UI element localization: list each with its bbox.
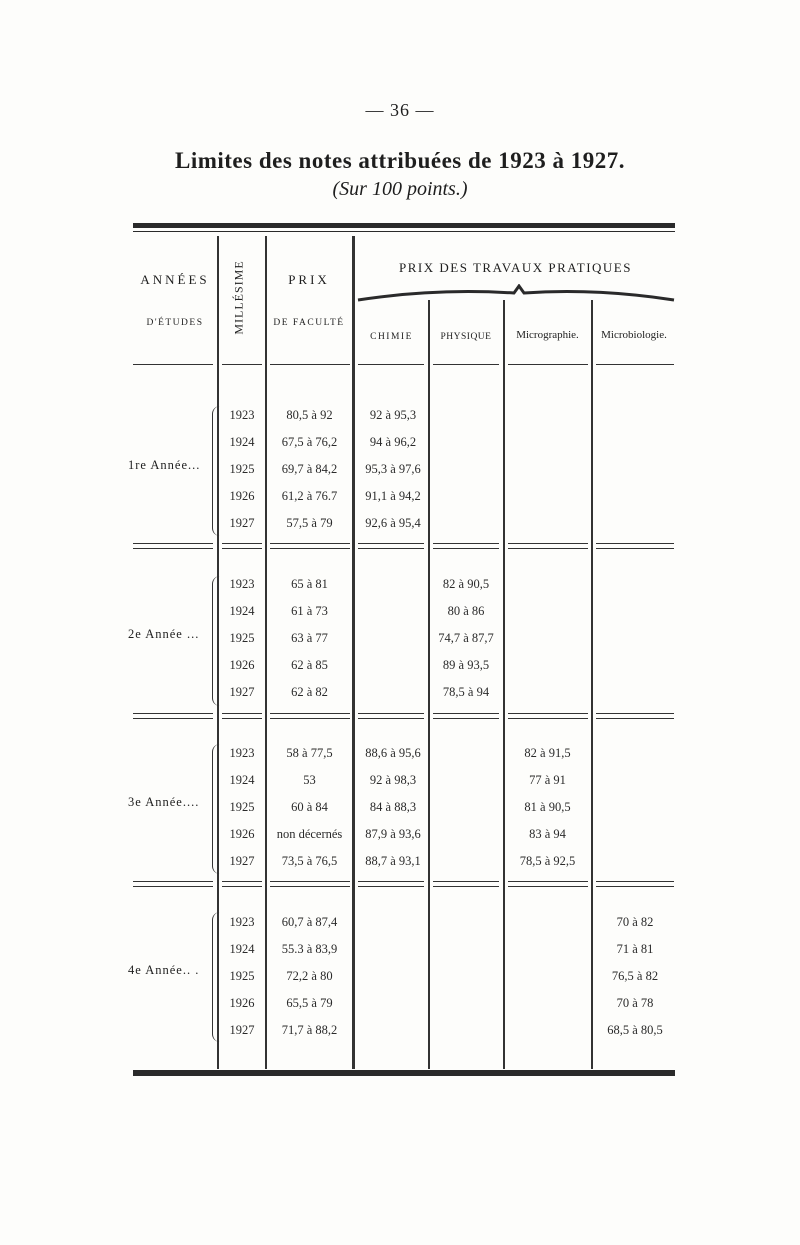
table-cell-faculte: 61 à 73: [291, 604, 328, 618]
table-cell-faculte: 65 à 81: [291, 577, 328, 591]
table-cell-year: 1927: [229, 854, 255, 868]
table-cell-year: 1923: [229, 746, 255, 760]
table-cell-year: 1923: [229, 577, 255, 591]
page-title: Limites des notes attribuées de 1923 à 1927.: [174, 148, 626, 173]
group-separator: [508, 543, 588, 549]
table-cell-year: 1925: [229, 631, 255, 645]
table-cell-year: 1926: [229, 996, 255, 1010]
header-rule: [358, 364, 424, 365]
table-cell-chimie: 95,3 à 97,6: [365, 462, 421, 476]
table-cell-year: 1926: [229, 489, 255, 503]
table-cell-year: 1925: [229, 800, 255, 814]
group-separator: [508, 881, 588, 887]
table-cell-chimie: 94 à 96,2: [369, 435, 417, 449]
table-cell-faculte: 60 à 84: [291, 800, 328, 814]
header-brace: [356, 284, 676, 304]
table-cell-chimie: 84 à 88,3: [369, 800, 417, 814]
table-cell-microbiologie: 70 à 78: [616, 996, 654, 1010]
table-cell-physique: 80 à 86: [447, 604, 485, 618]
header-annees: ANNÉES: [140, 272, 210, 287]
table-cell-physique: 78,5 à 94: [442, 685, 490, 699]
table-cell-faculte: 62 à 82: [291, 685, 328, 699]
header-prix-travaux-pratiques: PRIX DES TRAVAUX PRATIQUES: [399, 260, 632, 275]
table-cell-faculte: 71,7 à 88,2: [281, 1023, 338, 1037]
table-cell-microbiologie: 76,5 à 82: [611, 969, 659, 983]
table-cell-chimie: 88,7 à 93,1: [365, 854, 421, 868]
group-separator: [270, 543, 350, 549]
table-cell-chimie: 91,1 à 94,2: [365, 489, 421, 503]
header-prix: PRIX: [288, 272, 330, 287]
group-separator: [358, 713, 424, 719]
group-separator: [433, 543, 499, 549]
table-cell-faculte: 80,5 à 92: [286, 408, 333, 422]
page-number: — 36 —: [365, 100, 435, 120]
header-microbiologie: Microbiologie.: [601, 329, 667, 341]
table-cell-faculte: 57,5 à 79: [286, 516, 333, 530]
table-cell-microbiologie: 68,5 à 80,5: [607, 1023, 663, 1037]
group-separator: [222, 881, 262, 887]
table-cell-year: 1924: [229, 435, 255, 449]
table-cell-chimie: 87,9 à 93,6: [365, 827, 421, 841]
header-rule: [222, 364, 262, 365]
table-cell-chimie: 92 à 98,3: [369, 773, 417, 787]
table-cell-micrographie: 78,5 à 92,5: [519, 854, 576, 868]
group-separator: [270, 713, 350, 719]
header-physique: PHYSIQUE: [440, 332, 492, 342]
table-cell-faculte: 65,5 à 79: [286, 996, 333, 1010]
table-cell-chimie: 92,6 à 95,4: [365, 516, 421, 530]
table-cell-faculte: 69,7 à 84,2: [281, 462, 338, 476]
table-bottom-rule: [133, 1070, 675, 1076]
group-label-4: 4e Année.. .: [128, 963, 200, 977]
group-separator: [433, 713, 499, 719]
table-cell-year: 1924: [229, 942, 255, 956]
column-divider: [591, 300, 593, 1069]
table-cell-microbiologie: 71 à 81: [616, 942, 654, 956]
group-separator: [508, 713, 588, 719]
table-cell-faculte: 55.3 à 83,9: [281, 942, 338, 956]
table-cell-year: 1926: [229, 658, 255, 672]
table-cell-physique: 89 à 93,5: [442, 658, 490, 672]
table-cell-chimie: 92 à 95,3: [369, 408, 417, 422]
header-etudes: D'ÉTUDES: [146, 318, 204, 328]
table-cell-faculte: 72,2 à 80: [286, 969, 333, 983]
table-cell-year: 1924: [229, 773, 255, 787]
group-separator: [358, 543, 424, 549]
table-cell-faculte: 58 à 77,5: [286, 746, 333, 760]
header-rule: [596, 364, 674, 365]
header-millesime: MILLÉSIME: [231, 260, 246, 335]
table-cell-year: 1924: [229, 604, 255, 618]
group-separator: [433, 881, 499, 887]
header-rule: [433, 364, 499, 365]
table-cell-faculte: 62 à 85: [291, 658, 328, 672]
table-top-rule: [133, 223, 675, 228]
table-cell-year: 1927: [229, 516, 255, 530]
table-cell-year: 1926: [229, 827, 255, 841]
table-cell-micrographie: 81 à 90,5: [524, 800, 571, 814]
group-label-3: 3e Année....: [128, 795, 200, 809]
table-cell-faculte: 61,2 à 76.7: [281, 489, 338, 503]
table-cell-micrographie: 83 à 94: [529, 827, 566, 841]
group-separator: [596, 713, 674, 719]
table-cell-faculte: 73,5 à 76,5: [281, 854, 338, 868]
table-cell-year: 1923: [229, 915, 255, 929]
header-rule: [270, 364, 350, 365]
table-cell-physique: 74,7 à 87,7: [438, 631, 494, 645]
table-cell-faculte: 63 à 77: [291, 631, 328, 645]
table-top-thin-rule: [133, 231, 675, 232]
header-micrographie: Micrographie.: [516, 329, 579, 341]
group-label-2: 2e Année ...: [128, 627, 200, 641]
table-cell-year: 1927: [229, 1023, 255, 1037]
table-cell-year: 1923: [229, 408, 255, 422]
header-rule: [133, 364, 213, 365]
group-separator: [133, 881, 213, 887]
header-rule: [508, 364, 588, 365]
table-cell-faculte: non décernés: [276, 827, 343, 841]
table-cell-microbiologie: 70 à 82: [616, 915, 654, 929]
group-label-1: 1re Année...: [128, 458, 201, 472]
group-separator: [222, 713, 262, 719]
group-separator: [596, 543, 674, 549]
table-cell-micrographie: 82 à 91,5: [524, 746, 571, 760]
table-cell-faculte: 67,5 à 76,2: [281, 435, 338, 449]
table-cell-faculte: 53: [303, 773, 316, 787]
group-separator: [596, 881, 674, 887]
group-separator: [270, 881, 350, 887]
group-separator: [133, 713, 213, 719]
table-cell-year: 1927: [229, 685, 255, 699]
table-cell-chimie: 88,6 à 95,6: [365, 746, 421, 760]
table-cell-year: 1925: [229, 462, 255, 476]
page-subtitle: (Sur 100 points.): [332, 178, 468, 200]
group-separator: [222, 543, 262, 549]
table-cell-physique: 82 à 90,5: [442, 577, 490, 591]
table-cell-micrographie: 77 à 91: [529, 773, 566, 787]
header-faculte: DE FACULTÉ: [273, 318, 345, 328]
header-chimie: CHIMIE: [370, 332, 413, 342]
group-separator: [133, 543, 213, 549]
table-cell-faculte: 60,7 à 87,4: [281, 915, 338, 929]
table-cell-year: 1925: [229, 969, 255, 983]
group-separator: [358, 881, 424, 887]
